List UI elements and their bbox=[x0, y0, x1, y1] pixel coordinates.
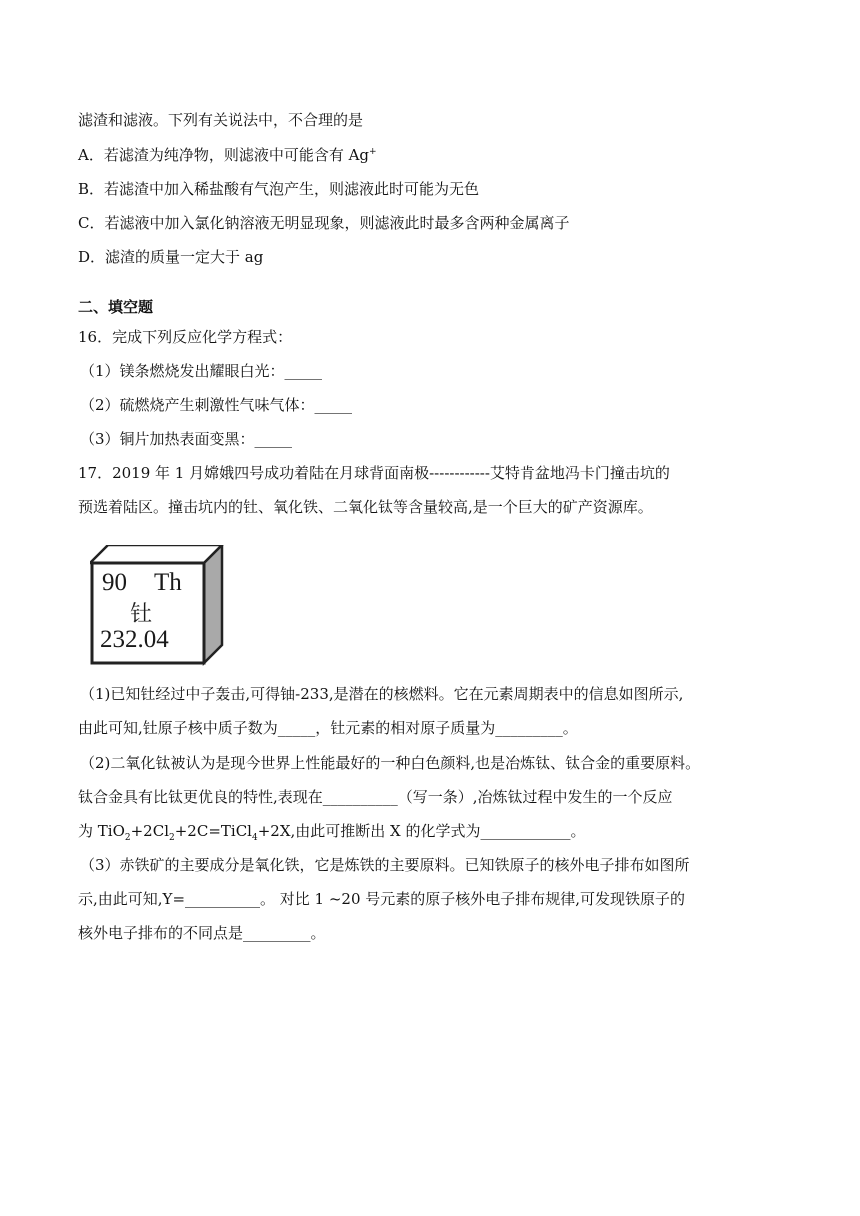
atomic-mass: 232.04 bbox=[100, 626, 169, 653]
q17-part-3-line-3: 核外电子排布的不同点是_________。 bbox=[78, 924, 326, 942]
q15-option-a: A．若滤渣为纯净物，则滤液中可能含有 Ag+ bbox=[78, 146, 377, 164]
q17-part-3-line-2: 示,由此可知,Y=__________。 对比 1 ~20 号元素的原子核外电子排布规律,可发现铁原子的 bbox=[78, 890, 686, 908]
element-name: 钍 bbox=[130, 602, 153, 627]
q17-stem-line-2: 预选着陆区。撞击坑内的钍、氧化铁、二氧化钛等含量较高,是一个巨大的矿产资源库。 bbox=[78, 498, 653, 516]
element-symbol: Th bbox=[154, 569, 182, 596]
q15-option-b: B．若滤渣中加入稀盐酸有气泡产生，则滤液此时可能为无色 bbox=[78, 180, 480, 198]
q16-stem: 16．完成下列反应化学方程式： bbox=[78, 328, 293, 346]
section-heading: 二、填空题 bbox=[78, 298, 154, 316]
q17-stem-line-1: 17．2019 年 1 月嫦娥四号成功着陆在月球背面南极------------艾特肯盆地冯卡门撞击坑的 bbox=[78, 464, 670, 482]
q17-part-2-line-1: （2)二氧化钛被认为是现今世界上性能最好的一种白色颜料,也是冶炼钛、钛合金的重要原料。 bbox=[80, 754, 701, 772]
q17-part-1-line-2: 由此可知,钍原子核中质子数为_____，钍元素的相对原子质量为_________。 bbox=[78, 719, 578, 737]
q17-part-1-line-1: （1)已知钍经过中子轰击,可得铀-233,是潜在的核燃料。它在元素周期表中的信息如图所示, bbox=[80, 685, 684, 703]
q15-stem-end: 滤渣和滤液。下列有关说法中，不合理的是 bbox=[78, 111, 364, 129]
q17-part-2-line-2: 钛合金具有比钛更优良的特性,表现在__________（写一条）,冶炼钛过程中发生的一个反应 bbox=[78, 788, 673, 806]
q15-option-c: C．若滤液中加入氯化钠溶液无明显现象，则滤液此时最多含两种金属离子 bbox=[78, 214, 570, 232]
q16-part-3: （3）铜片加热表面变黑：_____ bbox=[80, 430, 293, 448]
q15-option-d: D．滤渣的质量一定大于 ag bbox=[78, 248, 264, 266]
q16-part-2: （2）硫燃烧产生刺激性气味气体：_____ bbox=[80, 396, 353, 414]
atomic-number: 90 bbox=[102, 569, 127, 596]
q16-part-1: （1）镁条燃烧发出耀眼白光：_____ bbox=[80, 362, 323, 380]
q17-part-3-line-1: （3）赤铁矿的主要成分是氧化铁，它是炼铁的主要原料。已知铁原子的核外电子排布如图所 bbox=[80, 856, 690, 874]
q17-part-2-line-3: 为 $TiO_2+2Cl_2+2C=TiCl_4+2X$,由此可推断出 X 的化学式为____________。 bbox=[78, 822, 586, 843]
element-cell-figure bbox=[90, 545, 226, 667]
